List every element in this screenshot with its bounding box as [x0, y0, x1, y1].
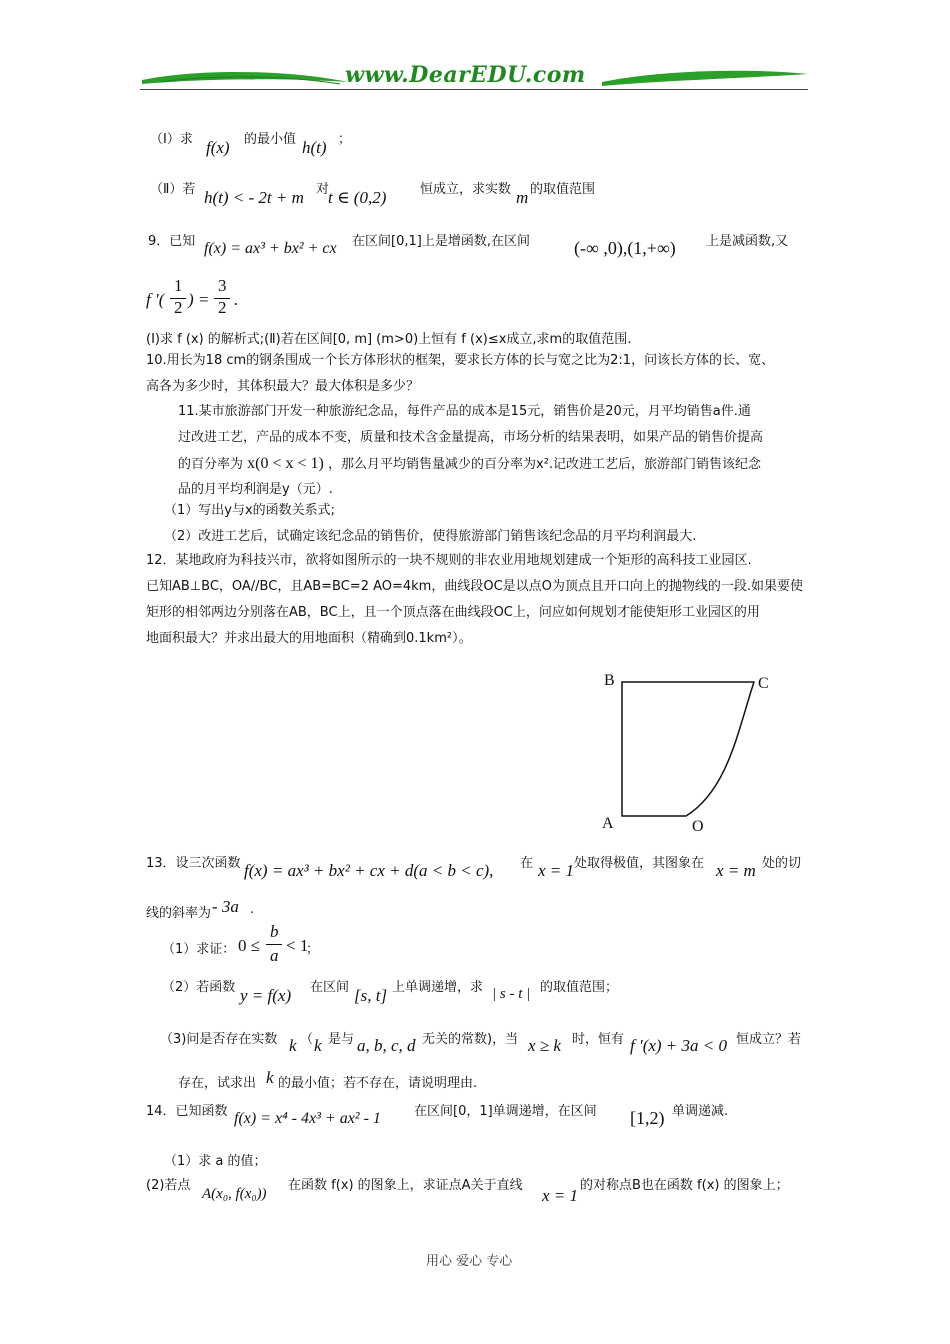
q13-t1: 处取得极值，其图象在 [574, 856, 705, 871]
q13-s3m3: f ′(x) + 3a < 0 [630, 1036, 728, 1055]
q11-line1: 11.某市旅游部门开发一种旅游纪念品，每件产品的成本是15元，销售价是20元，月平均销售a件.通 [178, 404, 751, 419]
q13-s1a: （1）求证： [162, 942, 236, 957]
q9-t2: 上是减函数,又 [706, 234, 789, 249]
region-outline [622, 682, 754, 816]
q13-s3a: （3)问是否存在实数 [160, 1032, 278, 1047]
q8-ii-dui: 对 [316, 182, 330, 197]
label-a: A [602, 815, 614, 832]
q13-s3b: （ [300, 1032, 314, 1047]
q11-sub1: （1）写出y与x的函数关系式; [164, 503, 336, 518]
q11-line3 [178, 451, 761, 478]
q8-i-fx: f(x) [206, 138, 230, 157]
q8-ii-range: t ∈ (0,2) [328, 188, 387, 207]
q14-lead: 14．已知函数 [146, 1104, 228, 1119]
q11-sub2: （2）改进工艺后，试确定该纪念品的销售价，使得旅游部门销售该纪念品的月平均利润最大. [164, 529, 697, 544]
q8-ii-m: m [516, 188, 529, 207]
q9-line3: (Ⅰ)求 f (x) 的解析式;(Ⅱ)若在区间[0, m] (m>0)上恒有 f (x)≤x成立,求m的取值范围. [146, 332, 632, 347]
q9-t1: 在区间[0,1]上是增函数,在区间 [352, 234, 530, 249]
q13-s3c: 是与 [328, 1032, 355, 1047]
q8-i-label: （Ⅰ）求 [150, 132, 193, 147]
q13-s2d: 的取值范围； [540, 980, 619, 995]
q13-s3e: 时，恒有 [572, 1032, 625, 1047]
q13-s2a: （2）若函数 [162, 980, 236, 995]
q9-intervals: (-∞ ,0),(1,+∞) [574, 238, 676, 258]
q11-line3a: 的百分率为 [178, 457, 244, 472]
q12-line4: 地面积最大？并求出最大的用地面积（精确到0.1km²）。 [146, 631, 472, 646]
q14-s2m: A(x₀, f(x₀)) [202, 1186, 267, 1202]
q12-figure [596, 670, 786, 840]
q13-s3d: 无关的常数)，当 [422, 1032, 519, 1047]
q13-s3m: a, b, c, d [357, 1036, 416, 1055]
q13-zai: 在 [520, 856, 534, 871]
q8-ii-text: 恒成立，求实数 [420, 182, 512, 197]
q14-s2c: 的对称点B也在函数 f(x) 的图象上； [580, 1178, 789, 1193]
q13-s4a: 存在，试求出 [178, 1076, 257, 1091]
q13-s2m2: [s, t] [354, 986, 388, 1005]
header-rule [140, 89, 808, 90]
q8-i-text: 的最小值 [244, 132, 297, 147]
q14-interval: [1,2) [630, 1108, 665, 1128]
q10-line1: 10.用长为18 cm的钢条围成一个长方体形状的框架，要求长方体的长与宽之比为2:1，问该长方体的长、宽、 [146, 353, 775, 368]
q13-xm: x = m [716, 861, 756, 880]
q14-s2a: (2)若点 [146, 1178, 191, 1193]
q13-l2m: - 3a [212, 897, 239, 916]
q9-lead: 9．已知 [148, 234, 196, 249]
q13-s4b: 的最小值；若不存在，请说明理由. [278, 1076, 478, 1091]
q8-ii-label: （Ⅱ）若 [150, 182, 196, 197]
page-footer: 用心 爱心 专心 [426, 1254, 513, 1269]
q13-s1m: 0 ≤ b a < 1 [238, 922, 309, 965]
q13-t2: 处的切 [762, 856, 802, 871]
q8-ii-end: 的取值范围 [530, 182, 596, 197]
q11-line4: 品的月平均利润是y（元）. [178, 482, 333, 497]
q13-s3k: k [289, 1036, 297, 1055]
label-b: B [604, 672, 615, 689]
q13-s2m1: y = f(x) [240, 986, 292, 1005]
q14-func: f(x) = x⁴ - 4x³ + ax² - 1 [234, 1110, 381, 1127]
q13-l2a: 线的斜率为 [146, 906, 212, 921]
q11-line3b: ，那么月平均销售量减少的百分率为x².记改进工艺后，旅游部门销售该纪念 [328, 457, 762, 472]
q13-s4k: k [266, 1068, 274, 1087]
q13-l2b: . [250, 902, 255, 917]
q14-s2b: 在函数 f(x) 的图象上，求证点A关于直线 [288, 1178, 523, 1193]
q14-s1: （1）求 a 的值； [164, 1154, 267, 1169]
label-o: O [692, 818, 704, 835]
q8-i-end: ； [338, 132, 352, 147]
q13-s3k2: k [314, 1036, 322, 1055]
q13-s2b: 在区间 [310, 980, 350, 995]
q13-x1: x = 1 [538, 861, 575, 880]
q13-s3f: 恒成立？若 [736, 1032, 802, 1047]
q14-s2x: x = 1 [542, 1186, 579, 1205]
q11-line3m: x(0 < x < 1) [247, 455, 324, 472]
q13-func: f(x) = ax³ + bx² + cx + d(a < b < c), [244, 861, 494, 880]
q13-s2c: 上单调递增，求 [392, 980, 484, 995]
q9-func: f(x) = ax³ + bx² + cx [204, 240, 337, 257]
q10-line2: 高各为多少时，其体积最大？最大体积是多少？ [146, 379, 420, 394]
q12-line3: 矩形的相邻两边分别落在AB，BC上，且一个顶点落在曲线段OC上，问应如何规划才能使矩形工业园区的用 [146, 605, 760, 620]
q14-t1: 在区间[0，1]单调递增，在区间 [414, 1104, 597, 1119]
q12-line1: 12．某地政府为科技兴市，欲将如图所示的一块不规则的非农业用地规划建成一个矩形的高科技工业园区. [146, 553, 752, 568]
label-c: C [758, 675, 769, 692]
q11-line2: 过改进工艺，产品的成本不变，质量和技术含金量提高，市场分析的结果表明，如果产品的销售价提高 [178, 430, 764, 445]
q13-lead: 13．设三次函数 [146, 856, 241, 871]
region-diagram [596, 670, 786, 840]
site-logo: www.DearEDU.com [345, 62, 586, 88]
q13-s1b: ； [306, 942, 320, 957]
q12-line2: 已知AB⊥BC，OA//BC，且AB=BC=2 AO=4km，曲线段OC是以点O为顶点且开口向上的抛物线的一段.如果要使 [146, 579, 804, 594]
q8-ii-ineq: h(t) < - 2t + m [204, 188, 304, 207]
q14-t2: 单调递减. [672, 1104, 729, 1119]
q8-i-ht: h(t) [302, 138, 327, 157]
page-header [140, 60, 810, 96]
q13-s2m3: | s - t | [492, 986, 531, 1002]
q13-s3m2: x ≥ k [528, 1036, 561, 1055]
